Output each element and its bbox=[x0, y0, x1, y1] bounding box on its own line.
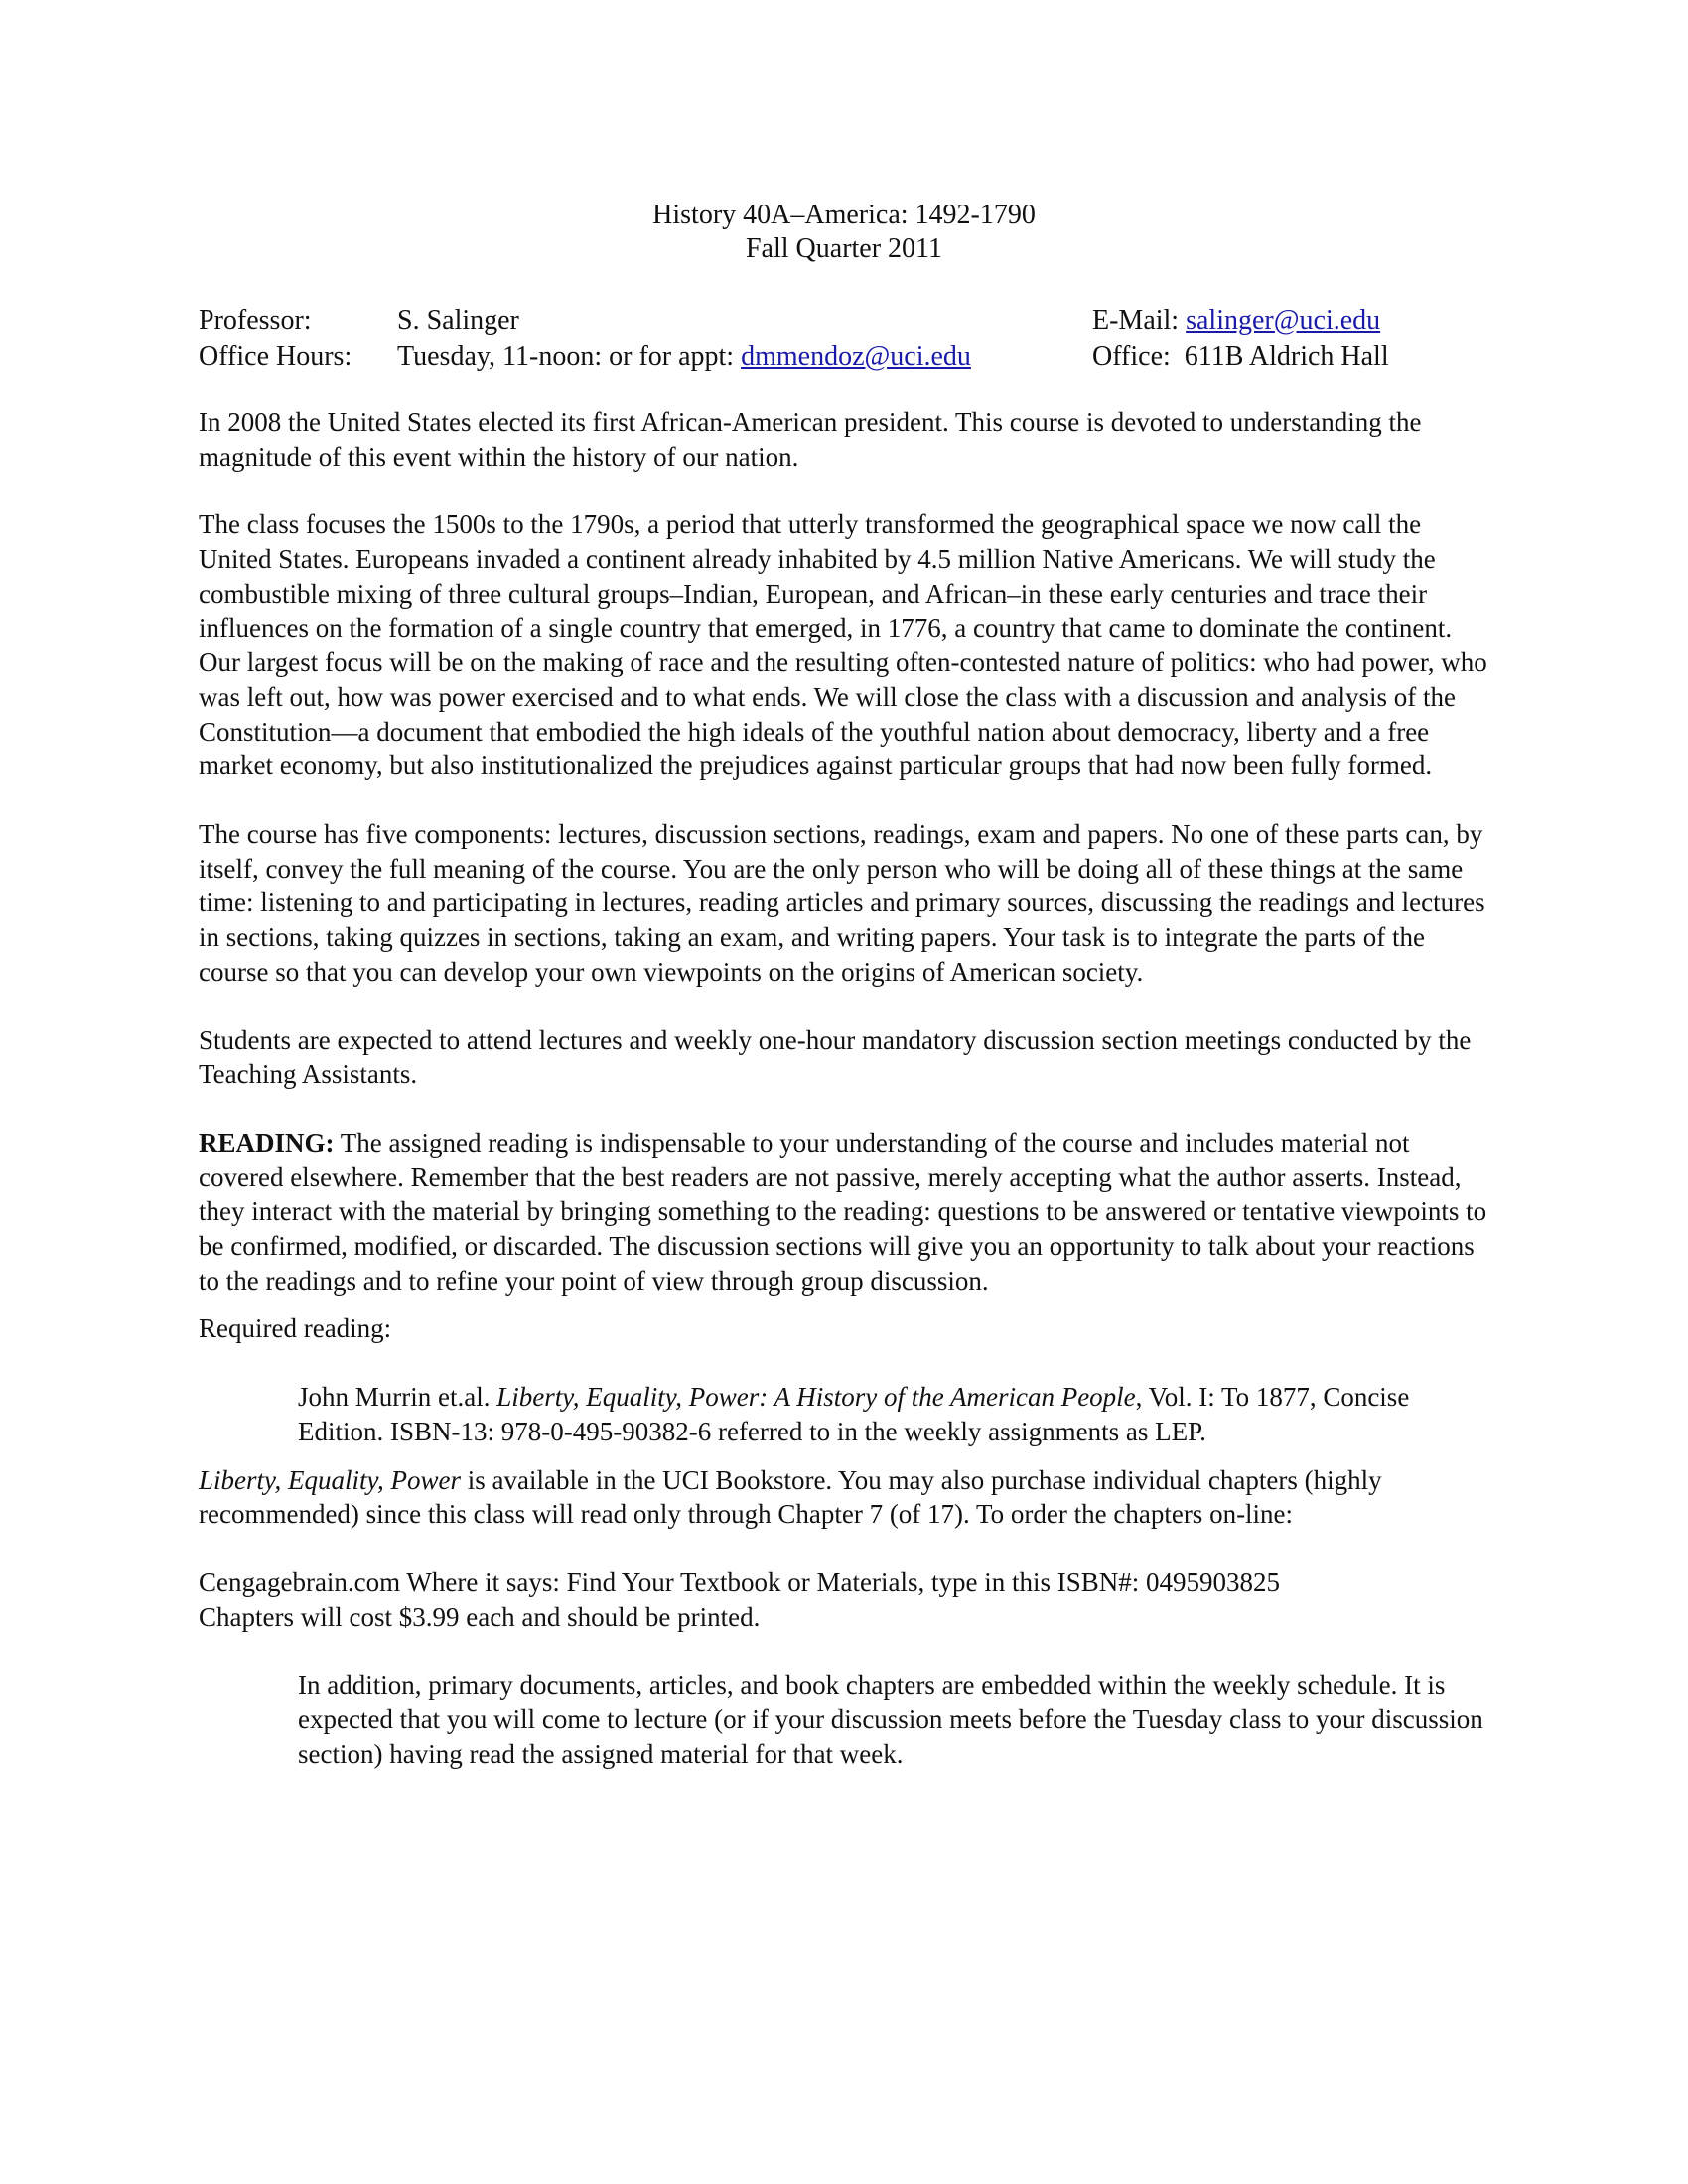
reading-text: The assigned reading is indispensable to your understanding of the course and includes material not covered elsewhere. Remember that the best readers are not passive, merely accepting what the author asserts. Instead, they interact with the material by bringing something to the reading: questions to be answered or tentative viewpoints to be confirmed, modified, or discarded. The discussion sections will give you an opportunity to talk about your reactions to the readings and to refine your point of view through group discussion. bbox=[199, 1127, 1487, 1296]
required-book-entry bbox=[298, 1380, 1499, 1448]
office-hours-value bbox=[397, 339, 971, 375]
office-hours-label: Office Hours: bbox=[199, 341, 352, 372]
availability-paragraph bbox=[199, 1463, 1499, 1532]
additional-materials-paragraph: In addition, primary documents, articles, and book chapters are embedded within the weekly schedule. It is expected that you will come to lecture (or if your discussion meets before the Tuesday class to your discussion section) having read the assigned material for that week. bbox=[298, 1670, 1483, 1769]
course-focus-paragraph: The class focuses the 1500s to the 1790s, a period that utterly transformed the geographical space we now call the United States. Europeans invaded a continent already inhabited by 4.5 million Native Americans. We will study the combustible mixing of three cultural groups–Indian, European, and African–in these early centuries and trace their influences on the formation of a single country that emerged, in 1776, a country that came to dominate the continent. Our largest focus will be on the making of race and the resulting often-contested nature of politics: who had power, who was left out, how was power exercised and to what ends. We will close the class with a discussion and analysis of the Constitution—a document that embodied the high ideals of the youthful nation about democracy, liberty and a free market economy, but also institutionalized the prejudices against particular groups that had now been fully formed. bbox=[199, 509, 1487, 781]
course-info bbox=[199, 302, 1489, 375]
office-label: Office: bbox=[1092, 341, 1171, 372]
professor-row bbox=[199, 302, 1489, 339]
book-details: , Vol. I: To 1877, Concise Edition. ISBN-13: 978-0-495-90382-6 referred to in the weekly assignments as LEP. bbox=[298, 1382, 1410, 1446]
professor-label: Professor: bbox=[199, 305, 312, 336]
email-label: E-Mail: bbox=[1092, 305, 1180, 336]
cengage-line-2: Chapters will cost $3.99 each and should be printed. bbox=[199, 1601, 761, 1632]
availability-text: is available in the UCI Bookstore. You may also purchase individual chapters (highly recommended) since this class will read only through Chapter 7 (of 17). To order the chapters on-line: bbox=[199, 1464, 1382, 1530]
required-reading-heading: Required reading: bbox=[199, 1313, 392, 1344]
intro-paragraph: In 2008 the United States elected its first African-American president. This course is devoted to understanding the magnitude of this event within the history of our nation. bbox=[199, 407, 1422, 472]
reading-paragraph bbox=[199, 1126, 1499, 1298]
cengage-paragraph bbox=[199, 1566, 1499, 1634]
syllabus-body bbox=[199, 405, 1499, 1806]
components-paragraph: The course has five components: lectures, discussion sections, readings, exam and papers. No one of these parts can, by itself, convey the full meaning of the course. You are the only person who will be doing all of these things at the same time: listening to and participating in lectures, reading articles and primary sources, discussing the readings and lectures in sections, taking quizzes in sections, taking an exam, and writing papers. Your task is to integrate the parts of the course so that you can develop your own viewpoints on the origins of American society. bbox=[199, 819, 1485, 987]
course-term: Fall Quarter 2011 bbox=[745, 233, 943, 264]
cengage-line-1: Cengagebrain.com Where it says: Find Your Textbook or Materials, type in this ISBN#: 0495903825 bbox=[199, 1567, 1281, 1597]
book-author: John Murrin et.al. bbox=[298, 1382, 497, 1413]
email-contact bbox=[1092, 302, 1380, 339]
attendance-paragraph: Students are expected to attend lectures and weekly one-hour mandatory discussion section meetings conducted by the Teaching Assistants. bbox=[199, 1024, 1472, 1090]
office-hours-text: Tuesday, 11-noon: or for appt: bbox=[397, 341, 735, 372]
book-title: Liberty, Equality, Power: A History of the American People bbox=[496, 1382, 1136, 1413]
professor-email-link[interactable]: salinger@uci.edu bbox=[1186, 305, 1381, 336]
office-value: 611B Aldrich Hall bbox=[1184, 341, 1389, 372]
availability-book-title: Liberty, Equality, Power bbox=[199, 1464, 461, 1495]
reading-label: READING: bbox=[199, 1127, 335, 1158]
professor-name: S. Salinger bbox=[397, 305, 519, 336]
course-title: History 40A–America: 1492-1790 bbox=[652, 200, 1036, 230]
course-header bbox=[0, 199, 1688, 266]
office-location bbox=[1092, 339, 1389, 375]
appointment-email-link[interactable]: dmmendoz@uci.edu bbox=[741, 341, 971, 372]
office-hours-row bbox=[199, 339, 1489, 375]
